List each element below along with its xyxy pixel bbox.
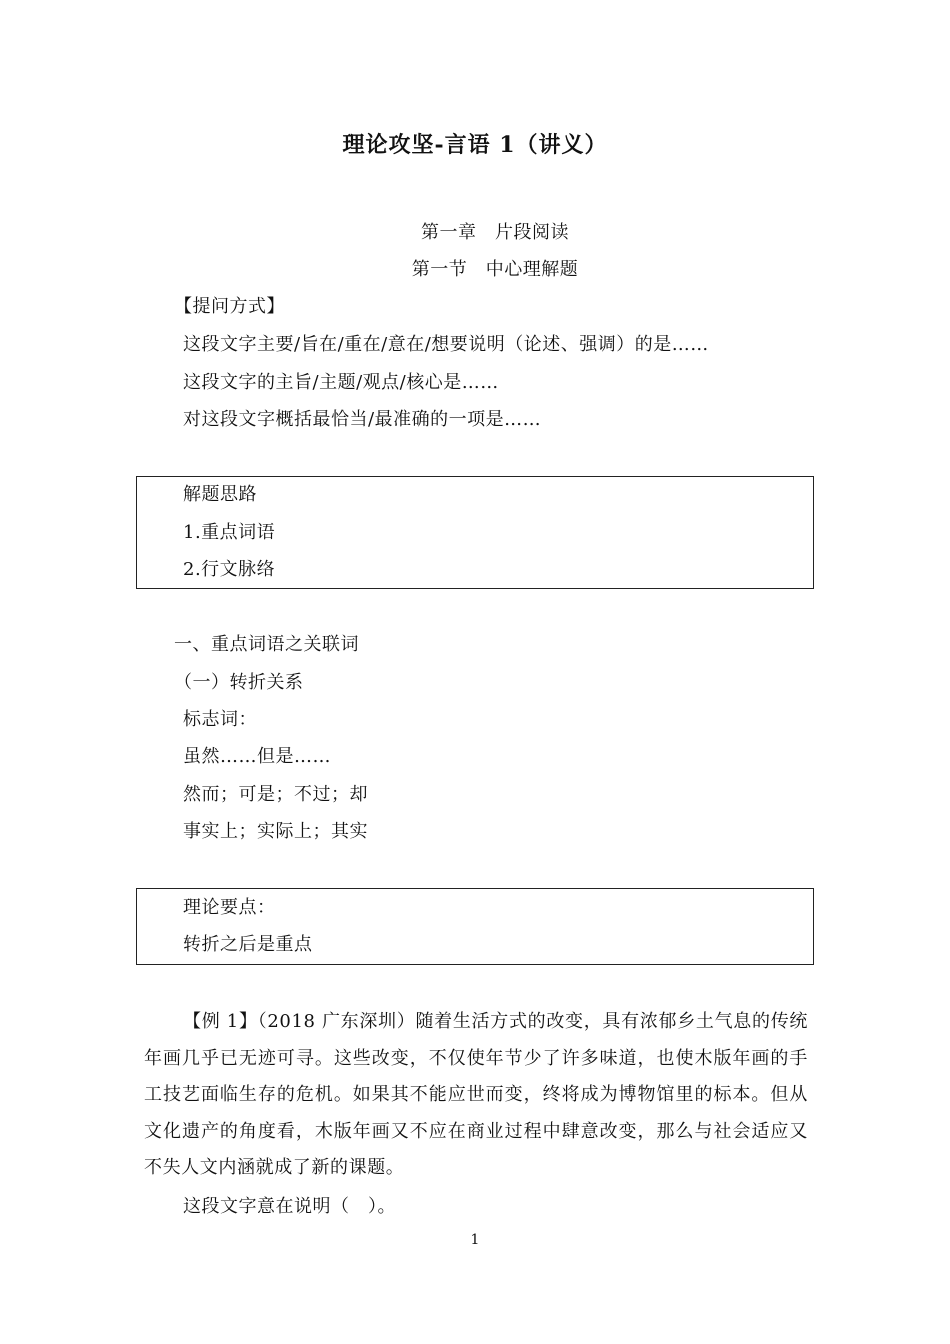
subsection-heading: （一）转折关系 [174, 672, 304, 693]
solution-approach-heading: 解题思路 [183, 484, 257, 505]
document-title: 理论攻坚-言语 1（讲义） [342, 132, 608, 158]
marker-words-line: 事实上；实际上；其实 [183, 821, 368, 842]
question-format-line: 这段文字主要/旨在/重在/意在/想要说明（论述、强调）的是…… [183, 334, 709, 355]
example-1-paragraph: 【例 1】（2018 广东深圳）随着生活方式的改变，具有浓郁乡土气息的传统年画几乎已无迹可寻。这些改变，不仅使年节少了许多味道，也使木版年画的手工技艺面临生存的危机。如果其不能应世而变，终将成为博物馆里的标本。但从文化遗产的角度看，木版年画又不应在商业过程中肆意改变，那么与社会适应又不失人文内涵就成了新的课题。 [144, 1011, 808, 1178]
solution-approach-item: 2.行文脉络 [183, 559, 276, 580]
marker-words-label: 标志词： [183, 709, 257, 730]
theory-points-box [136, 888, 814, 965]
question-format-line: 这段文字的主旨/主题/观点/核心是…… [183, 372, 499, 393]
section-heading: 第一节 中心理解题 [411, 259, 579, 280]
marker-words-line: 虽然……但是…… [183, 746, 331, 767]
question-format-line: 对这段文字概括最恰当/最准确的一项是…… [183, 409, 542, 430]
question-format-heading: 【提问方式】 [174, 296, 285, 317]
example-1-question: 这段文字意在说明（ ）。 [183, 1196, 396, 1217]
theory-point: 转折之后是重点 [183, 934, 313, 955]
solution-approach-box [136, 476, 814, 589]
solution-approach-item: 1.重点词语 [183, 522, 276, 543]
marker-words-line: 然而；可是；不过；却 [183, 784, 368, 805]
chapter-heading: 第一章 片段阅读 [421, 222, 569, 243]
theory-points-heading: 理论要点： [183, 897, 276, 918]
page-number: 1 [470, 1232, 480, 1248]
part-heading: 一、重点词语之关联词 [174, 634, 359, 655]
